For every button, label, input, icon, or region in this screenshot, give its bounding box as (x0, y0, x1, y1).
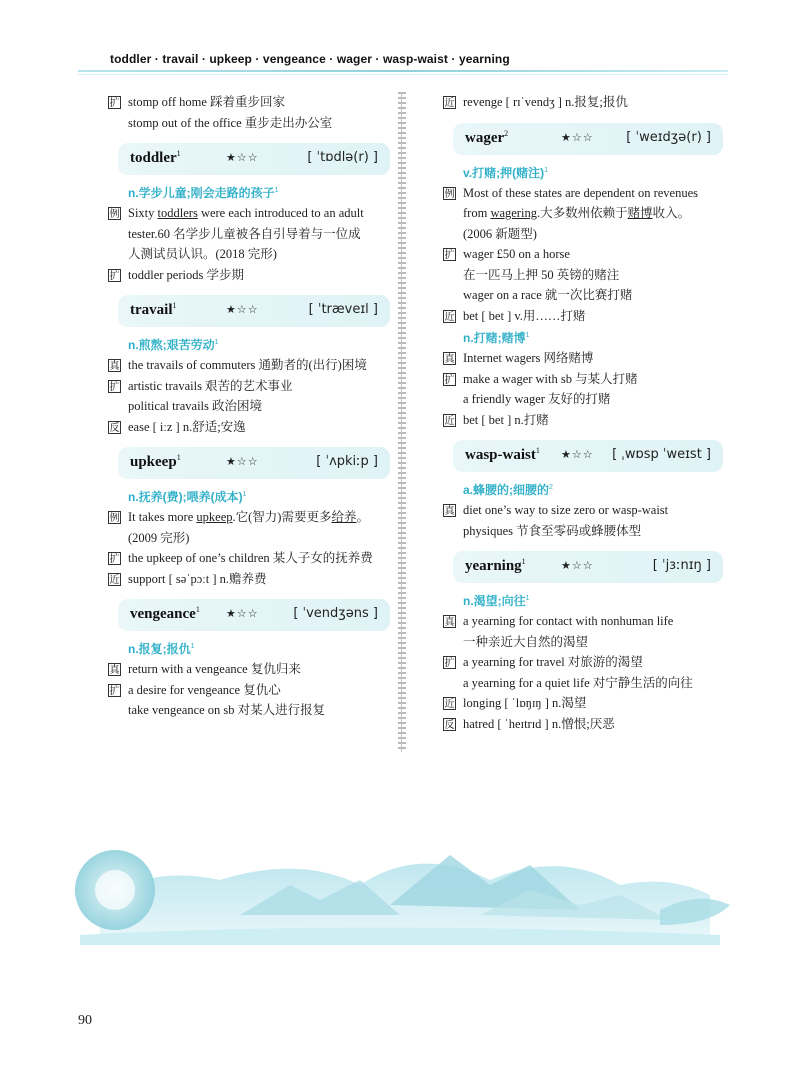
example-line: 扩 a yearning for travel 对旅游的渴望 (444, 655, 643, 669)
frequency-stars: ★☆☆ (226, 607, 259, 620)
left-column (108, 92, 390, 721)
example-line: 近 bet [ bet ] n.打赌 (444, 412, 549, 427)
pronunciation: [ ˈtræveɪl ] (308, 302, 378, 317)
marker-jin: 近 (444, 311, 455, 323)
example-line: 近 bet [ bet ] v.用……打赌 (444, 308, 586, 323)
header-rule (78, 70, 728, 72)
example-line: 真 diet one’s way to size zero or wasp-waist (444, 503, 669, 517)
decorative-landscape-scroll (60, 795, 740, 965)
example-line: tester.60 名学步儿童被各自引导着与一位成 (128, 226, 361, 241)
marker-jin: 近 (444, 415, 455, 427)
part-of-speech: n.学步儿童;刚会走路的孩子$^1$ (128, 186, 279, 200)
pronunciation: [ ˈvendʒəns ] (293, 606, 378, 621)
frequency-stars: ★☆☆ (561, 448, 594, 461)
example-line: a yearning for a quiet life 对宁静生活的向往 (463, 675, 693, 690)
part-of-speech: v.打赌;押(赌注)$^1$ (463, 165, 549, 180)
example-line: 扩 make a wager with sb 与某人打赌 (444, 371, 638, 386)
example-line: 近 longing [ ˈlɒŋɪŋ ] n.渴望 (444, 696, 587, 710)
marker-zhen: 真 (109, 361, 120, 372)
example-line: 近 support [ səˈpɔːt ] n.赡养费 (109, 571, 267, 586)
example-line: 例 It takes more upkeep.它(智力)需要更多给养。 (109, 510, 369, 524)
example-line: (2006 新题型) (463, 226, 537, 241)
marker-li: 例 (109, 513, 120, 524)
example-line: 扩 wager £50 on a horse (444, 247, 570, 261)
entry-header-wasp-waist (453, 440, 723, 472)
example-line: 近 revenge [ rɪˈvendʒ ] n.报复;报仇 (444, 95, 628, 109)
marker-zhen: 真 (444, 617, 455, 628)
example-line: 真 the travails of commuters 通勤者的(出行)困境 (109, 358, 367, 372)
pronunciation: [ ˈʌpkiːp ] (316, 454, 378, 469)
marker-fan: 反 (109, 422, 120, 434)
marker-zhen: 真 (444, 506, 455, 517)
headword: vengeance$^1$ (130, 605, 200, 622)
example-line: stomp out of the office 重步走出办公室 (128, 115, 333, 130)
example-line: 反 ease [ iːz ] n.舒适;安逸 (109, 419, 246, 434)
pronunciation: [ ˌwɒsp ˈweɪst ] (612, 447, 711, 462)
marker-kuo: 扩 (109, 554, 120, 565)
example-line: from wagering.大多数州依赖于赌博收入。 (463, 206, 691, 220)
header-rule-secondary (78, 74, 728, 75)
marker-fan: 反 (444, 719, 455, 731)
marker-kuo: 扩 (109, 685, 120, 697)
entry-header-yearning (453, 551, 723, 583)
example-line: wager on a race 就一次比赛打赌 (463, 288, 633, 302)
marker-zhen: 真 (444, 354, 455, 365)
example-line: a friendly wager 友好的打赌 (463, 392, 611, 406)
entry-header-vengeance (118, 599, 390, 631)
example-line: 反 hatred [ ˈheɪtrɪd ] n.憎恨;厌恶 (444, 716, 615, 731)
marker-jin: 近 (109, 574, 120, 586)
headword: travail$^1$ (130, 301, 177, 318)
headword: wasp-waist$^1$ (465, 446, 540, 463)
right-column (443, 92, 723, 734)
example-line: 真 return with a vengeance 复仇归来 (109, 662, 301, 676)
headword: wager$^2$ (465, 128, 509, 146)
frequency-stars: ★☆☆ (226, 151, 259, 164)
example-line: 真 a yearning for contact with nonhuman life (444, 614, 674, 628)
part-of-speech: n.打赌;赌博$^1$ (463, 331, 530, 345)
marker-kuo: 扩 (109, 98, 120, 109)
marker-jin: 近 (444, 98, 455, 109)
marker-kuo: 扩 (444, 374, 455, 386)
part-of-speech: n.抚养(费);喂养(成本)$^1$ (128, 490, 247, 504)
example-line: 扩 stomp off home 踩着重步回家 (109, 95, 286, 109)
marker-kuo: 扩 (109, 270, 120, 282)
example-line: physiques 节食至零码或蜂腰体型 (463, 523, 642, 538)
headword: yearning$^1$ (465, 557, 526, 574)
example-line: 扩 the upkeep of one’s children 某人子女的抚养费 (109, 551, 373, 565)
frequency-stars: ★☆☆ (226, 303, 259, 316)
headword: toddler$^1$ (130, 149, 181, 166)
example-line: take vengeance on sb 对某人进行报复 (128, 703, 326, 717)
pronunciation: [ ˈweɪdʒə(r) ] (626, 129, 711, 145)
marker-li: 例 (109, 209, 120, 220)
example-line: 一种亲近大自然的渴望 (463, 634, 589, 649)
part-of-speech: n.渴望;向往$^1$ (463, 594, 530, 608)
marker-kuo: 扩 (444, 658, 455, 669)
headword: upkeep$^1$ (130, 453, 181, 470)
example-line: 扩 artistic travails 艰苦的艺术事业 (109, 378, 293, 393)
part-of-speech: n.报复;报仇$^1$ (128, 642, 195, 656)
marker-kuo: 扩 (444, 250, 455, 261)
example-line: political travails 政治困境 (128, 399, 263, 413)
example-line: 例 Most of these states are dependent on revenues (444, 185, 698, 200)
frequency-stars: ★☆☆ (226, 455, 259, 468)
entry-header-toddler (118, 143, 390, 175)
part-of-speech: n.煎熬;艰苦劳动$^1$ (128, 338, 219, 352)
example-line: 例 Sixty toddlers were each introduced to an adult (109, 206, 364, 220)
example-line: 真 Internet wagers 网络赌博 (444, 351, 594, 365)
entry-header-wager (453, 123, 723, 155)
pronunciation: [ ˈtɒdlə(r) ] (307, 150, 378, 165)
entry-header-upkeep (118, 447, 390, 479)
example-line: 在一匹马上押 50 英镑的赌注 (463, 267, 620, 282)
marker-zhen: 真 (109, 665, 120, 676)
frequency-stars: ★☆☆ (561, 559, 594, 572)
example-line: 人测试员认识。(2018 完形) (128, 247, 277, 261)
part-of-speech: a.蜂腰的;细腰的$^2$ (463, 483, 553, 497)
marker-li: 例 (444, 188, 455, 200)
example-line: (2009 完形) (128, 530, 190, 545)
page-number: 90 (78, 1013, 92, 1028)
example-line: 扩 a desire for vengeance 复仇心 (109, 682, 281, 697)
frequency-stars: ★☆☆ (561, 130, 594, 144)
running-header: toddler · travail · upkeep · vengeance · wager · wasp-waist · yearning (110, 52, 510, 66)
example-line: 扩 toddler periods 学步期 (109, 267, 244, 282)
column-divider (398, 92, 406, 752)
marker-kuo: 扩 (109, 381, 120, 393)
pronunciation: [ ˈjɜːnɪŋ ] (652, 558, 711, 573)
marker-jin: 近 (444, 699, 455, 710)
entry-header-travail (118, 295, 390, 327)
